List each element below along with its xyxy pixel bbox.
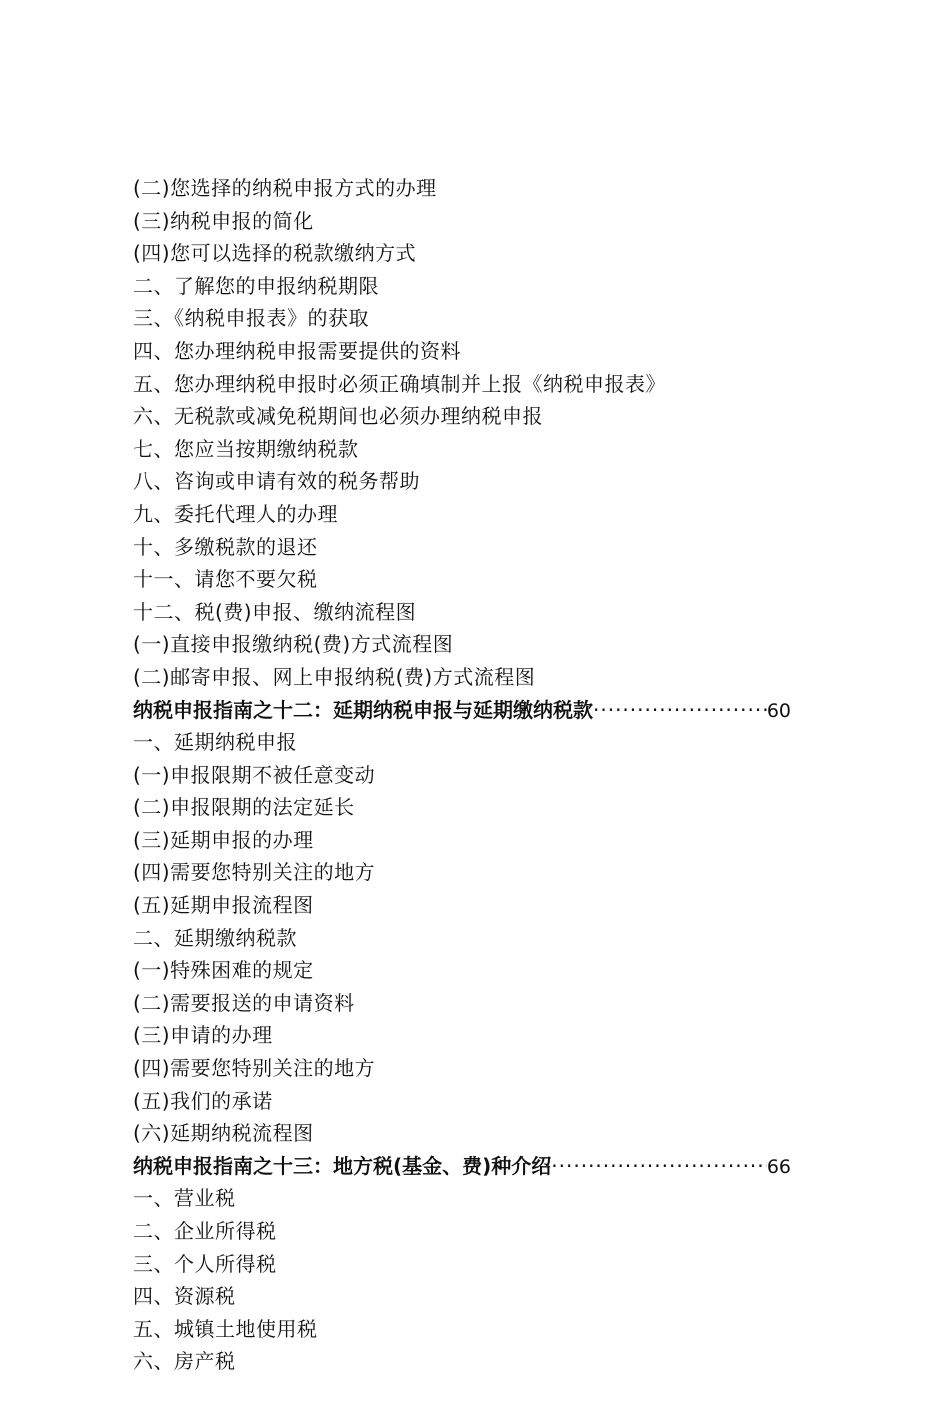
toc-item: (二)需要报送的申请资料 (133, 990, 355, 1015)
toc-item: (一)直接申报缴纳税(费)方式流程图 (133, 632, 454, 657)
page-number: 66 (766, 1155, 791, 1178)
toc-item: (二)申报限期的法定延长 (133, 795, 355, 820)
toc-item: 九、委托代理人的办理 (133, 501, 338, 526)
toc-item: 五、城镇土地使用税 (133, 1316, 318, 1341)
toc-item: 四、您办理纳税申报需要提供的资料 (133, 338, 461, 363)
toc-item: 十一、请您不要欠税 (133, 567, 318, 592)
toc-item: 四、资源税 (133, 1284, 236, 1309)
toc-chapter-heading[interactable] (133, 694, 791, 727)
table-of-contents (133, 172, 813, 1378)
toc-item: 七、您应当按期缴纳税款 (133, 436, 359, 461)
toc-item: (二)您选择的纳税申报方式的办理 (133, 176, 437, 200)
toc-item: 十、多缴税款的退还 (133, 534, 318, 559)
toc-item: 三、《纳税申报表》的获取 (133, 306, 369, 331)
toc-item: (五)我们的承诺 (133, 1088, 273, 1113)
toc-item: 十二、税(费)申报、缴纳流程图 (133, 599, 417, 624)
toc-item: (一)申报限期不被任意变动 (133, 762, 376, 787)
toc-item: 八、咨询或申请有效的税务帮助 (133, 469, 420, 494)
dot-leader (551, 1150, 767, 1183)
toc-item: (一)特殊困难的规定 (133, 958, 314, 983)
toc-item: 五、您办理纳税申报时必须正确填制并上报《纳税申报表》 (133, 371, 666, 396)
toc-item: 二、了解您的申报纳税期限 (133, 273, 379, 298)
toc-item: 一、延期纳税申报 (133, 730, 297, 755)
toc-item: (三)延期申报的办理 (133, 827, 314, 852)
toc-item: 三、个人所得税 (133, 1251, 277, 1276)
toc-item: (四)您可以选择的税款缴纳方式 (133, 241, 417, 266)
toc-item: (二)邮寄申报、网上申报纳税(费)方式流程图 (133, 664, 536, 689)
toc-chapter-heading[interactable] (133, 1150, 791, 1183)
toc-item: 六、无税款或减免税期间也必须办理纳税申报 (133, 404, 543, 429)
toc-item: 一、营业税 (133, 1186, 236, 1211)
toc-item: 二、企业所得税 (133, 1219, 277, 1243)
page-number: 60 (766, 699, 791, 722)
toc-item: 六、房产税 (133, 1349, 236, 1374)
toc-item: (三)纳税申报的简化 (133, 208, 314, 233)
toc-item: (六)延期纳税流程图 (133, 1121, 314, 1146)
dot-leader (593, 694, 767, 727)
chapter-title: 纳税申报指南之十三：地方税(基金、费)种介绍 (133, 1153, 552, 1178)
chapter-title: 纳税申报指南之十二：延期纳税申报与延期缴纳税款 (133, 697, 593, 722)
toc-item: (四)需要您特别关注的地方 (133, 1056, 376, 1081)
toc-item: 二、延期缴纳税款 (133, 925, 297, 950)
toc-item: (三)申请的办理 (133, 1023, 273, 1048)
toc-item: (四)需要您特别关注的地方 (133, 860, 376, 885)
toc-item: (五)延期申报流程图 (133, 893, 314, 918)
